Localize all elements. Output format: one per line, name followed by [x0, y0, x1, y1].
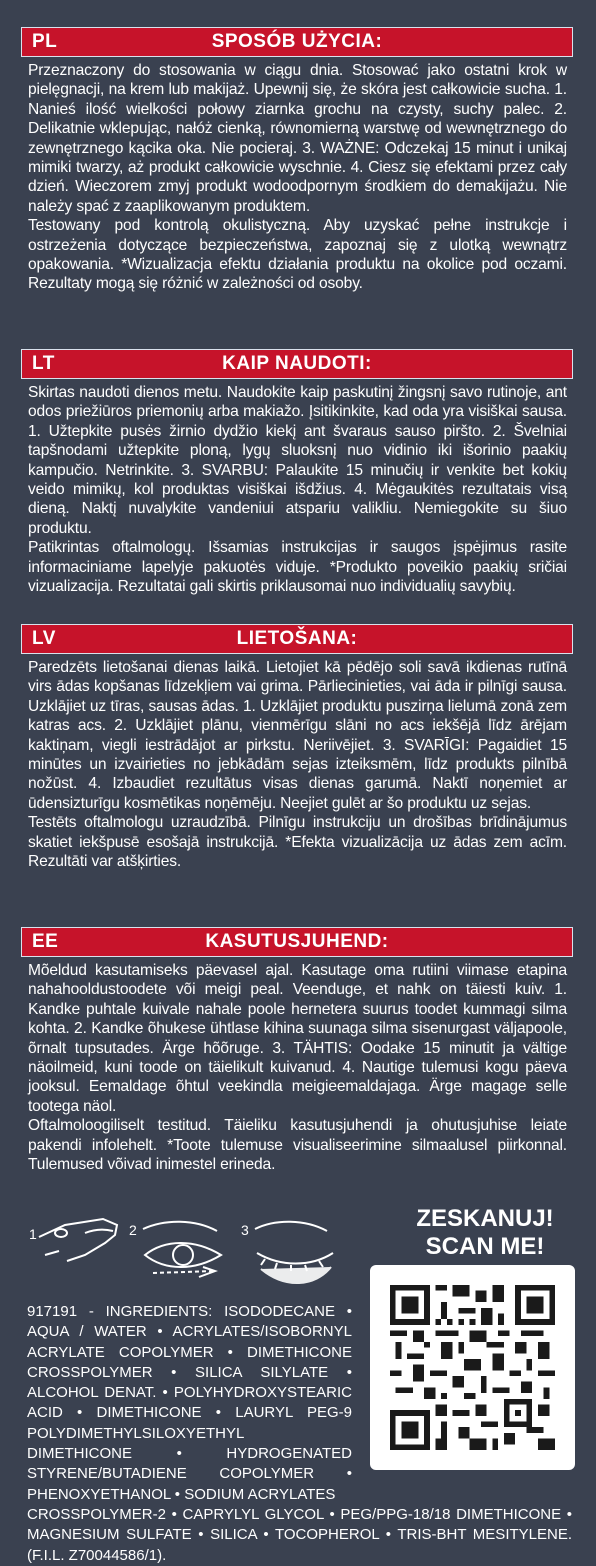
section-header-lt [21, 349, 573, 379]
eye-closed-icon [255, 1222, 333, 1283]
notes-paragraph: Testowany pod kontrolą okulistyczną. Aby uzyskać pełne instrukcje i ostrzeżenia dotyczące bezpieczeństwa, zapoznaj się z ulotką wewnątrz opakowania. *Wizualizacja efektu działania produktu na okolice pod oczami. Rezultaty mogą się różnić w zależności od osoby. [28, 217, 567, 293]
section-title: KASUTUSJUHEND: [205, 931, 389, 952]
scan-label-en: SCAN ME! [425, 1233, 545, 1260]
step-number: 1 [29, 1226, 37, 1242]
notes-paragraph: Patikrintas oftalmologų. Išsamias instrukcijas ir saugos įspėjimus rasite informaciniame lapelyje pakuotės viduje. *Produkto poveikio paakių sričiai vizualizacija. Rezultatai gali skirtis priklausomai nuo individualių savybių. [28, 539, 567, 596]
scan-me-label [395, 1205, 575, 1261]
section-ee [21, 927, 573, 1174]
section-title: LIETOŠANA: [236, 628, 358, 649]
eye-icon [143, 1222, 221, 1277]
step-number: 3 [241, 1222, 249, 1238]
instructions-paragraph: Skirtas naudoti dienos metu. Naudokite kaip paskutinį žingsnį savo rutinoje, ant odos priežiūros priemonių arba makiažo. Įsitikinkite, kad oda yra visiškai sausa. 1. Užtepkite pusės žirnio dydžio kiekį ant švaraus sauso piršto. 2. Švelniai tapšnodami užtepkite ploną, lygų sluoksnį nuo vidinio iki išorinio paakių kampučio. Netrinkite. 3. SVARBU: Palaukite 15 minučių ir venkite bet kokių veido mimikų, kol produktas visiškai išdžius. 4. Mėgaukitės rezultatais visą dieną. Naktį nuvalykite vandeniui atspariu valikliu. Nemiegokite su šiuo produktu. [28, 384, 567, 537]
language-code: LV [32, 628, 56, 649]
ingredients-list [27, 1302, 572, 1566]
section-title: KAIP NAUDOTI: [222, 353, 372, 374]
section-header-pl [21, 27, 573, 57]
section-body [21, 658, 573, 871]
step-number: 2 [129, 1222, 137, 1238]
section-lv [21, 624, 573, 871]
ingredients-list-part1: 917191 - INGREDIENTS: ISODODECANE • AQUA / WATER • ACRYLATES/ISOBORNYL ACRYLATE COPOLYMER • DIMETHICONE CROSSPOLYMER • SILICA SILYLATE • ALCOHOL DENAT. • POLYHYDROXYSTEARIC ACID • DIMETHICONE • LAURYL PEG-9 POLYDIMETHYLSILOXYETHYL DIMETHICONE • HYDROGENATED STYRENE/BUTADIENE COPOLYMER • PHENOXYETHANOL • SODIUM ACRYLATES [27, 1303, 352, 1503]
language-code: EE [32, 931, 59, 952]
language-code: PL [32, 31, 58, 52]
instructions-paragraph: Paredzēts lietošanai dienas laikā. Lietojiet kā pēdējo soli savā ikdienas rutīnā virs ādas kopšanas līdzekļiem vai grima. Pārliecinieties, vai āda ir pilnīgi sausa. Uzklājiet uz tīras, sausas ādas. 1. Uzklājiet produktu puszirņa lielumā zonā zem katras acs. 2. Uzklājiet plānu, vienmērīgu slāni no acs iekšējā līdz ārējam kaktiņam, viegli iestrādājot ar pirkstu. Neriivējiet. 3. SVARĪGI: Pagaidiet 15 minūtes un izvairieties no jebkādām sejas izteiksmēm, līdz produkts pilnībā nožūst. 4. Izbaudiet rezultātus visas dienas garumā. Naktī noņemiet ar ūdensizturīgu kosmētikas noņēmēju. Neejiet gulēt ar šo produktu uz sejas. [28, 659, 567, 812]
scan-label-pl: ZESKANUJ! [416, 1205, 554, 1232]
application-steps-illustration [25, 1215, 355, 1290]
notes-paragraph: Testēts oftalmologu uzraudzībā. Pilnīgu instrukciju un drošības brīdinājumus skatiet iekšpusē esošajā instrukcijā. *Efekta vizualizācija uz ādas zem acīm. Rezultāti var atšķirties. [28, 814, 567, 871]
section-header-lv [21, 624, 573, 654]
section-body [21, 961, 573, 1174]
section-pl [21, 27, 573, 294]
finger-icon [39, 1219, 117, 1261]
section-body [21, 383, 573, 596]
section-title: SPOSÓB UŻYCIA: [211, 31, 383, 52]
instructions-paragraph: Mõeldud kasutamiseks päevasel ajal. Kasutage oma rutiini viimase etapina nahahooldustoodete või meigi peal. Veenduge, et nahk on täiesti kuiv. 1. Kandke puhtale kuivale nahale poole hernetera suurus toodet kummagi silma kohta. 2. Kandke õhukese ühtlase kihina suunaga silma sisenurgast väljapoole, õrnalt tupsutades. Ärge hõõruge. 3. TÄHTIS: Oodake 15 minutit ja vältige näoilmeid, kuni toode on täielikult kuivanud. 4. Nautige tulemusi kogu päeva jooksul. Eemaldage õhtul veekindla meigieemaldajaga. Ärge magage selle tootega näol. [28, 962, 567, 1115]
instructions-paragraph: Przeznaczony do stosowania w ciągu dnia. Stosować jako ostatni krok w pielęgnacji, na krem lub makijaż. Upewnij się, że skóra jest całkowicie sucha. 1. Nanieś ilość wielkości połowy ziarnka grochu na czysty, suchy palec. 2. Delikatnie wklepując, nałóż cienką, równomierną warstwę od wewnętrznego do zewnętrznego kącika oka. Nie pocieraj. 3. WAŻNE: Odczekaj 15 minut i unikaj mimiki twarzy, aż produkt całkowicie wyschnie. 4. Ciesz się efektami przez cały dzień. Wieczorem zmyj produkt wodoodpornym środkiem do demakijażu. Nie należy spać z zaaplikowanym produktem. [28, 62, 567, 215]
section-header-ee [21, 927, 573, 957]
section-body [21, 61, 573, 294]
section-lt [21, 349, 573, 596]
notes-paragraph: Oftalmoloogiliselt testitud. Täieliku kasutusjuhendi ja ohutusjuhise leiate pakendi infolehelt. *Toote tulemuse visualiseerimine silmaalusel piirkonnal. Tulemused võivad inimestel erineda. [28, 1117, 567, 1174]
language-code: LT [32, 353, 55, 374]
ingredients-list-part2: CROSSPOLYMER-2 • CAPRYLYL GLYCOL • PEG/PPG-18/18 DIMETHICONE • MAGNESIUM SULFATE • SILICA • TOCOPHEROL • TRIS-BHT MESITYLENE. (F.I.L. Z70044586/1). [27, 1505, 572, 1564]
